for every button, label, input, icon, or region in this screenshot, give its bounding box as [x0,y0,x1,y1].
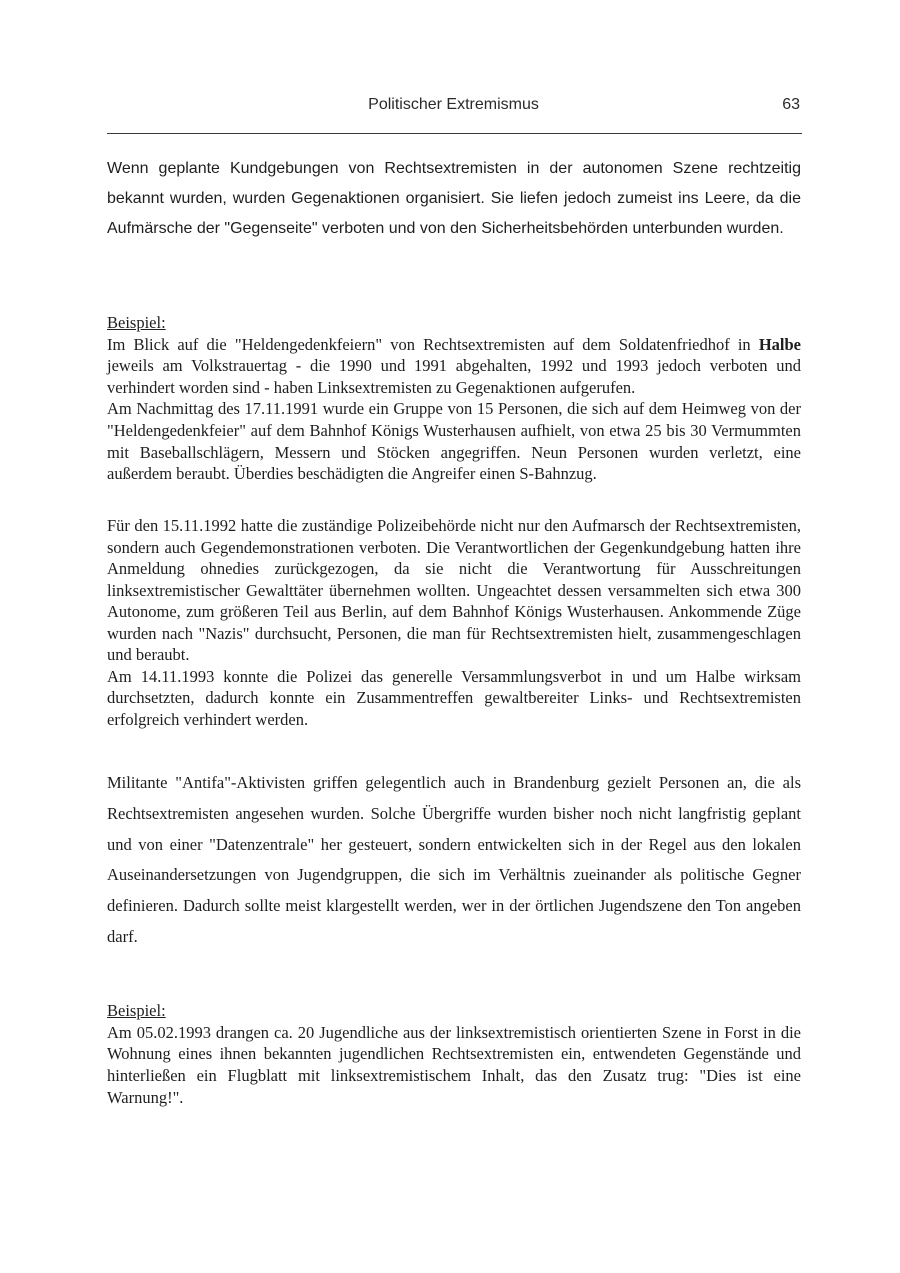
paragraph-text: Militante "Antifa"-Aktivisten griffen gelegentlich auch in Brandenburg gezielt Personen an, die als Rechtsextremisten angesehen wurden. Solche Übergriffe wurden bisher noch nicht langfristig geplant und von einer "Datenzentrale" her gesteuert, sondern entwickelten sich in der Regel aus den lokalen Auseinandersetzungen von Jugendgruppen, die sich im Verhältnis zueinander als politische Gegner definieren. Dadurch sollte meist klargestellt werden, wer in der örtlichen Jugendszene den Ton angeben darf. [107,773,801,946]
running-title: Politischer Extremismus [368,96,539,113]
example-label: Beispiel: [107,313,166,332]
example-halbe-1991 [107,312,801,485]
paragraph-counteractions [107,154,801,244]
paragraph-antifa [107,768,801,953]
page-header [107,96,800,126]
paragraph-text: Für den 15.11.1992 hatte die zuständige Polizeibehörde nicht nur den Aufmarsch der Rechtsextremisten, sondern auch Gegendemonstrationen verboten. Die Verantwortlichen der Gegenkundgebung hatten ihre Anmeldung ohnedies zurückgezogen, da sie nicht die Verantwortung für Ausschreitungen linksextremistischer Gewalttäter übernehmen wollten. Ungeachtet dessen versammelten sich etwa 300 Autonome, zum größeren Teil aus Berlin, auf dem Bahnhof Königs Wusterhausen. Ankommende Züge wurden nach "Nazis" durchsucht, Personen, die man für Rechtsextremisten hielt, zusammengeschlagen und beraubt. [107,516,801,664]
paragraph-text: Wenn geplante Kundgebungen von Rechtsextremisten in der autonomen Szene rechtzeitig bekannt wurden, wurden Gegenaktionen organisiert. Sie liefen jedoch zumeist ins Leere, da die Aufmärsche der "Gegenseite" verboten und von den Sicherheitsbehörden unterbunden wurden. [107,160,801,237]
example-text: Am Nachmittag des 17.11.1991 wurde ein Gruppe von 15 Personen, die sich auf dem Heimweg von der "Heldengedenkfeier" auf dem Bahnhof Königs Wusterhausen aufhielt, von etwa 25 bis 30 Vermummten mit Baseballschlägern, Messern und Stöcken angegriffen. Neun Personen wurden verletzt, eine außerdem beraubt. Überdies beschädigten die Angreifer einen S-Bahnzug. [107,399,801,484]
example-text-part: Im Blick auf die "Heldengedenkfeiern" von Rechtsextremisten auf dem Soldatenfriedhof in [107,334,759,354]
page-number: 63 [782,96,800,113]
example-label: Beispiel: [107,1001,166,1020]
paragraph-1992-1993 [107,515,801,730]
header-rule [107,133,802,134]
example-text: Am 05.02.1993 drangen ca. 20 Jugendliche aus der linksextremistisch orientierten Szene in Forst in die Wohnung eines ihnen bekannten jugendlichen Rechtsextremisten ein, entwendeten Gegenstände und hinterließen ein Flugblatt mit linksextremistischem Inhalt, das den Zusatz trug: "Dies ist eine Warnung!". [107,1022,801,1107]
paragraph-text: Am 14.11.1993 konnte die Polizei das generelle Versammlungsverbot in und um Halbe wirksam durchsetzten, dadurch konnte ein Zusammentreffen gewaltbereiter Links- und Rechtsextremisten erfolgreich verhindert werden. [107,666,801,729]
example-text-part: jeweils am Volkstrauertag - die 1990 und 1991 abgehalten, 1992 und 1993 jedoch verboten und verhindert worden sind - haben Linksextremisten zu Gegenaktionen aufgerufen. [107,356,801,397]
example-text [107,334,801,399]
example-forst-1993 [107,1000,801,1109]
place-name: Halbe [758,334,801,354]
